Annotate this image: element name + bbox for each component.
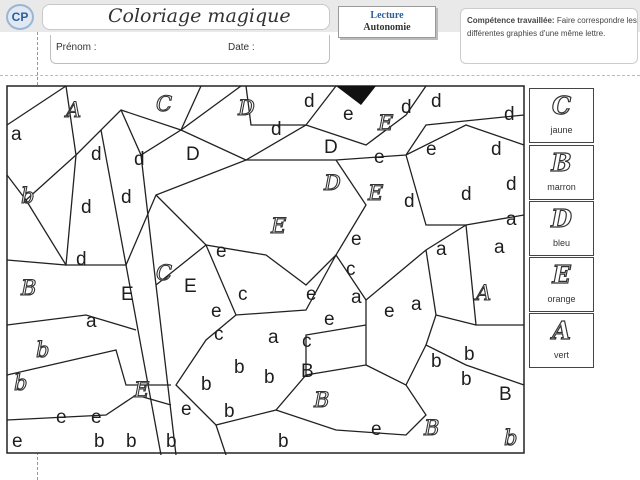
legend-letter-b: B [551, 148, 572, 177]
region-letter: e [371, 419, 382, 440]
region-letter: E [134, 378, 150, 402]
region-letter: d [121, 187, 132, 208]
region-letter: D [186, 144, 200, 165]
region-letter: d [134, 149, 145, 170]
legend-color-name: orange [547, 294, 576, 304]
region-letter: d [491, 139, 502, 160]
region-letter: e [12, 431, 23, 452]
region-letter: e [91, 407, 102, 428]
region-letter: b [126, 431, 137, 452]
region-letter: D [324, 171, 341, 195]
coloring-puzzle [6, 85, 526, 455]
mode-label: Autonomie [363, 22, 411, 33]
region-letter: B [499, 384, 512, 405]
region-letter: a [494, 237, 505, 258]
legend-item-b [529, 145, 594, 200]
region-letter: b [264, 367, 275, 388]
region-letter: d [304, 91, 315, 112]
region-letter: d [271, 119, 282, 140]
name-label: Prénom : [56, 42, 97, 53]
region-letter: b [36, 338, 50, 362]
region-letter: a [506, 209, 517, 230]
legend-color-name: marron [547, 182, 576, 192]
region-letter: E [271, 214, 287, 238]
legend-item-d [529, 201, 594, 256]
region-letter: b [94, 431, 105, 452]
region-letter: c [238, 284, 248, 305]
region-letter: e [351, 229, 362, 250]
legend-letter-d: D [551, 204, 572, 233]
region-letter: E [184, 276, 197, 297]
region-letter: e [211, 301, 222, 322]
region-letter: a [411, 294, 422, 315]
legend-letter-c: C [551, 91, 572, 120]
region-letter: d [76, 249, 87, 270]
region-letter: b [21, 184, 35, 208]
region-letter: D [324, 137, 338, 158]
legend-color-name: bleu [552, 238, 570, 248]
region-letter: E [368, 181, 384, 205]
region-letter: a [86, 311, 97, 332]
region-letter: D [238, 96, 255, 120]
region-letter: e [384, 301, 395, 322]
skill-description: Faire correspondre les différentes graphies d'une même lettre. [467, 16, 637, 38]
region-letter: C [156, 92, 173, 116]
region-letter: B [21, 276, 37, 300]
region-letter: b [224, 401, 235, 422]
legend-item-a [529, 313, 594, 368]
region-letter: d [81, 197, 92, 218]
region-letter: b [464, 344, 475, 365]
region-letter: b [278, 431, 289, 452]
region-letter: E [121, 284, 134, 305]
region-letter: c [302, 331, 312, 352]
skill-title: Compétence travaillée: [467, 16, 555, 25]
region-letter: A [66, 98, 82, 122]
region-letter: B [314, 388, 330, 412]
region-letter: b [201, 374, 212, 395]
region-letter: d [91, 144, 102, 165]
region-letter: d [431, 91, 442, 112]
region-letter: d [506, 174, 517, 195]
region-letter: b [431, 351, 442, 372]
grade-badge: CP [6, 4, 34, 30]
header-divider [0, 75, 640, 76]
region-letter: d [504, 104, 515, 125]
region-letter: d [461, 184, 472, 205]
region-letter: a [436, 239, 447, 260]
region-letter: e [216, 241, 227, 262]
legend-letter-e: E [552, 260, 571, 289]
region-letter: e [343, 104, 354, 125]
region-letter: e [426, 139, 437, 160]
date-label: Date : [228, 42, 255, 53]
region-letter: b [504, 426, 518, 450]
region-letter: b [461, 369, 472, 390]
region-letter: e [324, 309, 335, 330]
region-letter: B [424, 416, 440, 440]
legend-item-e [529, 257, 594, 312]
region-letter: b [14, 371, 28, 395]
worksheet-title: Coloriage magique [108, 5, 291, 27]
region-letter: e [56, 407, 67, 428]
region-letter: B [301, 361, 314, 382]
region-letter: C [156, 261, 173, 285]
legend-item-c [529, 88, 594, 143]
region-letter: c [214, 324, 224, 345]
region-letter: e [181, 399, 192, 420]
region-letter: b [166, 431, 177, 452]
legend-color-name: vert [553, 350, 569, 360]
region-letter: d [401, 97, 412, 118]
region-letter: a [11, 124, 22, 145]
region-letter: E [378, 111, 394, 135]
region-letter: e [306, 284, 317, 305]
subject-label: Lecture [370, 10, 404, 21]
region-letter: a [268, 327, 279, 348]
legend-letter-a: A [552, 316, 571, 345]
region-letter: e [374, 147, 385, 168]
region-letter: d [404, 191, 415, 212]
legend-color-name: jaune [550, 125, 573, 135]
skill-text [467, 14, 637, 40]
region-letter: a [351, 287, 362, 308]
region-letter: b [234, 357, 245, 378]
region-letter: c [346, 259, 356, 280]
region-letter: A [476, 281, 492, 305]
